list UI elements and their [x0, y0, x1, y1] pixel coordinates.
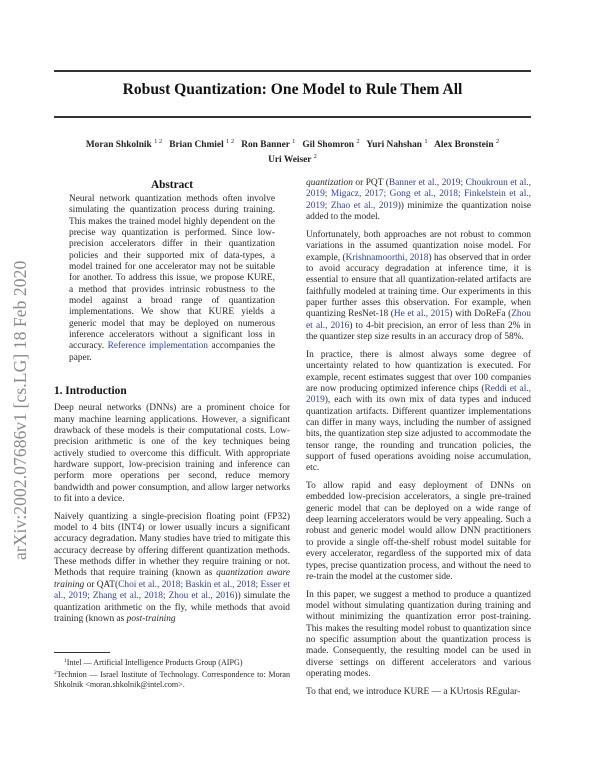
- citation-link[interactable]: He et al., 2015: [393, 309, 450, 320]
- author: Ron Banner $^1$: [241, 138, 296, 150]
- paper-title: Robust Quantization: One Model to Rule Them All: [122, 81, 463, 98]
- author: Yuri Nahshan $^1$: [366, 138, 428, 150]
- citation-link[interactable]: Zhou et al., 2016: [306, 309, 531, 331]
- intro-paragraph-2: Naively quantizing a single-precision floating point (FP32) model to 4 bits (INT4) or lower usually incurs a significant accuracy degradation. Many studies have tried to mitigate this accuracy decrease by offering different quantization methods. These methods differ in whether they require training or not. Methods that require training (known as quantization aware training or QAT(Choi et al., 2018; Baskin et al., 2018; Esser et al., 2019; Zhang et al., 2018; Zhou et al., 2016)) simulate the quantization arithmetic on the fly, while methods that avoid training (known as post-training: [54, 511, 290, 624]
- title-bottom-rule: [54, 116, 531, 118]
- left-column: [54, 178, 290, 632]
- intro-paragraph-5: To allow rapid and easy deployment of DNNs on embedded low-precision accelerators, a single pre-trained generic model that can be deployed on a wide range of deep learning accelerators would be very appealing. Such a robust and generic model would allow DNN practitioners to provide a single off-the-shelf robust model suitable for every accelerator, regardless of the supported mix of data types, precise quantization process, and without the need to re-train the model at the customer side.: [306, 481, 531, 582]
- footnotes: $^1$Intel — Artificial Intelligence Products Group (AIPG) $^2$Technion — Israel Institute of Technology. Correspondence to: Moran Shkolnik <moran.shkolnik@intel.com>.: [54, 658, 290, 689]
- title-top-rule: [54, 70, 531, 72]
- author: Uri Weiser $^2$: [268, 153, 317, 165]
- author: Gil Shomron $^2$: [302, 138, 360, 150]
- citation-link[interactable]: Krishnamoorthi, 2018: [345, 252, 429, 263]
- intro-paragraph-2-cont: quantization or PQT (Banner et al., 2019; Choukroun et al., 2019; Migacz, 2017; Gong et al., 2018; Finkelstein et al., 2019; Zhao et al., 2019)) minimize the quantization noise added to the model.: [306, 178, 532, 223]
- intro-paragraph-7: To that end, we introduce KURE — a KUrtosis REgular-: [306, 686, 521, 697]
- intro-paragraph-6: In this paper, we suggest a method to produce a quantized model without simulating quantization during training and without minimizing the quantization error post-training. This makes the resulting model robust to quantization since no specific assumption about the quantization process is made. Consequently, the resulting model can be used in diverse settings on different accelerators and various operating modes.: [306, 589, 531, 680]
- citation-link[interactable]: Reddi et al., 2019: [306, 383, 531, 406]
- abstract-body: Neural network quantization methods often involve simulating the quantization process during training. This makes the trained model highly dependent on the precise way quantization is performed. Since low-precision accelerators differ in their quantization policies and their supported mix of data-types, a model trained for one accelerator may not be suitable for another. To address this issue, we propose KURE, a method that provides intrinsic robustness to the model against a broad range of quantization implementations. We show that KURE yields a generic model that may be deployed on numerous inference accelerators without a significant loss in accuracy. Reference implementation accompanies the paper.: [69, 194, 275, 363]
- arxiv-stamp: arXiv:2002.07686v1 [cs.LG] 18 Feb 2020: [10, 260, 30, 560]
- citation-link[interactable]: Choi et al., 2018; Baskin et al., 2018; Esser et al., 2019; Zhang et al., 2018; Zhou et al., 2016: [54, 579, 290, 602]
- footnote-rule: [54, 652, 110, 653]
- intro-paragraph-1: Deep neural networks (DNNs) are a prominent choice for many machine learning applications. However, a significant drawback of these models is their computational costs. Low-precision arithmetic is one of the key techniques being actively studied to overcome this difficult. With appropriate hardware support, low-precision training and inference can perform more operations per second, reduce memory bandwidth and power consumption, and allow larger networks to fit into a device.: [54, 403, 290, 504]
- author: Brian Chmiel $^{1 2}$: [169, 138, 235, 150]
- author-list: [54, 136, 531, 166]
- citation-link[interactable]: Banner et al., 2019; Choukroun et al., 2019; Migacz, 2017; Gong et al., 2018; Finkelstein et al., 2019; Zhao et al., 2019: [306, 178, 531, 211]
- section-heading-introduction: 1. Introduction: [54, 385, 127, 398]
- abstract-heading: Abstract: [150, 179, 194, 191]
- intro-paragraph-4: In practice, there is almost always some degree of uncertainty related to how quantization is executed. For example, recent estimates suggest that over 100 companies are now producing optimized inference chips (Reddi et al., 2019), each with its own mix of data types and induced quantization artifacts. Different quantizer implementations can differ in many ways, including the number of assigned bits, the quantization step size adjusted to accommodate the tensor range, the rounding and truncation policies, the support of fused operations avoiding noise accumulation, etc.: [306, 349, 531, 474]
- intro-paragraph-3: Unfortunately, both approaches are not robust to common variations in the assumed quantization noise model. For example, (Krishnamoorthi, 2018) has observed that in order to avoid accuracy degradation at inference time, it is essential to ensure that all quantization-related artifacts are faithfully modeled at training time. Our experiments in this paper further asses this observation. For example, when quantizing ResNet-18 (He et al., 2015) with DoReFa (Zhou et al., 2016) to 4-bit precision, an error of less than 2% in the quantizer step size results in an accuracy drop of 58%.: [306, 229, 531, 342]
- author: Moran Shkolnik $^{1 2}$: [85, 138, 163, 150]
- reference-implementation-link[interactable]: Reference implementation: [107, 341, 208, 352]
- author: Alex Bronstein $^2$: [434, 138, 500, 150]
- right-column: [306, 178, 531, 705]
